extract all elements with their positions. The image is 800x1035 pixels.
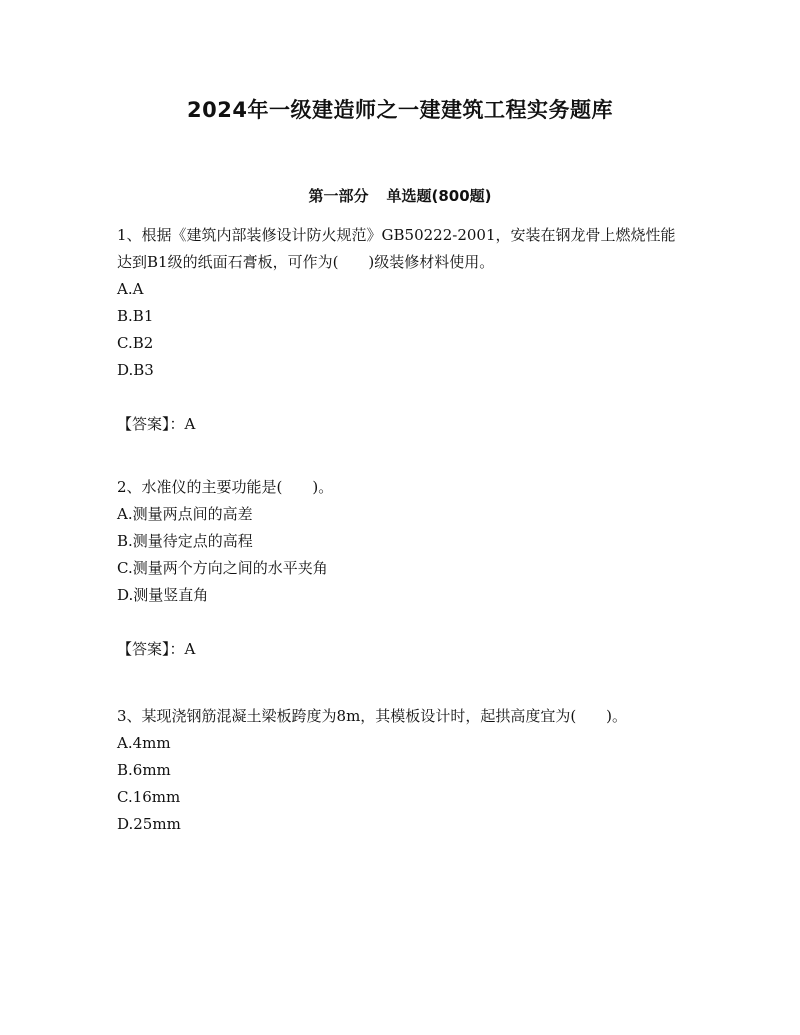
question-stem: 3、某现浇钢筋混凝土梁板跨度为8m，其模板设计时，起拱高度宜为( )。 bbox=[117, 707, 628, 725]
option-a: A.A bbox=[117, 280, 144, 298]
option-a: A.测量两点间的高差 bbox=[117, 505, 253, 523]
question-stem: 2、水准仪的主要功能是( )。 bbox=[117, 478, 334, 496]
option-c: C.测量两个方向之间的水平夹角 bbox=[117, 559, 328, 577]
section-name: 单选题(800题) bbox=[386, 187, 492, 205]
option-b: B.B1 bbox=[117, 307, 154, 325]
document-title: 2024年一级建造师之一建建筑工程实务题库 bbox=[187, 98, 613, 122]
option-d: D.B3 bbox=[117, 361, 154, 379]
option-b: B.6mm bbox=[117, 761, 171, 779]
section-part: 第一部分 bbox=[308, 187, 369, 205]
option-d: D.测量竖直角 bbox=[117, 586, 209, 604]
question-list bbox=[117, 222, 687, 838]
answer-label: 【答案】：A bbox=[117, 415, 196, 433]
question-stem: 1、根据《建筑内部装修设计防火规范》GB50222-2001，安装在钢龙骨上燃烧性能达到B1级的纸面石膏板，可作为( )级装修材料使用。 bbox=[117, 226, 676, 271]
question-2 bbox=[117, 474, 687, 663]
option-b: B.测量待定点的高程 bbox=[117, 532, 253, 550]
option-d: D.25mm bbox=[117, 815, 181, 833]
section-title bbox=[0, 185, 800, 206]
option-c: C.B2 bbox=[117, 334, 154, 352]
answer-label: 【答案】：A bbox=[117, 640, 196, 658]
question-1 bbox=[117, 222, 687, 438]
option-c: C.16mm bbox=[117, 788, 181, 806]
question-3 bbox=[117, 703, 687, 838]
option-a: A.4mm bbox=[117, 734, 171, 752]
